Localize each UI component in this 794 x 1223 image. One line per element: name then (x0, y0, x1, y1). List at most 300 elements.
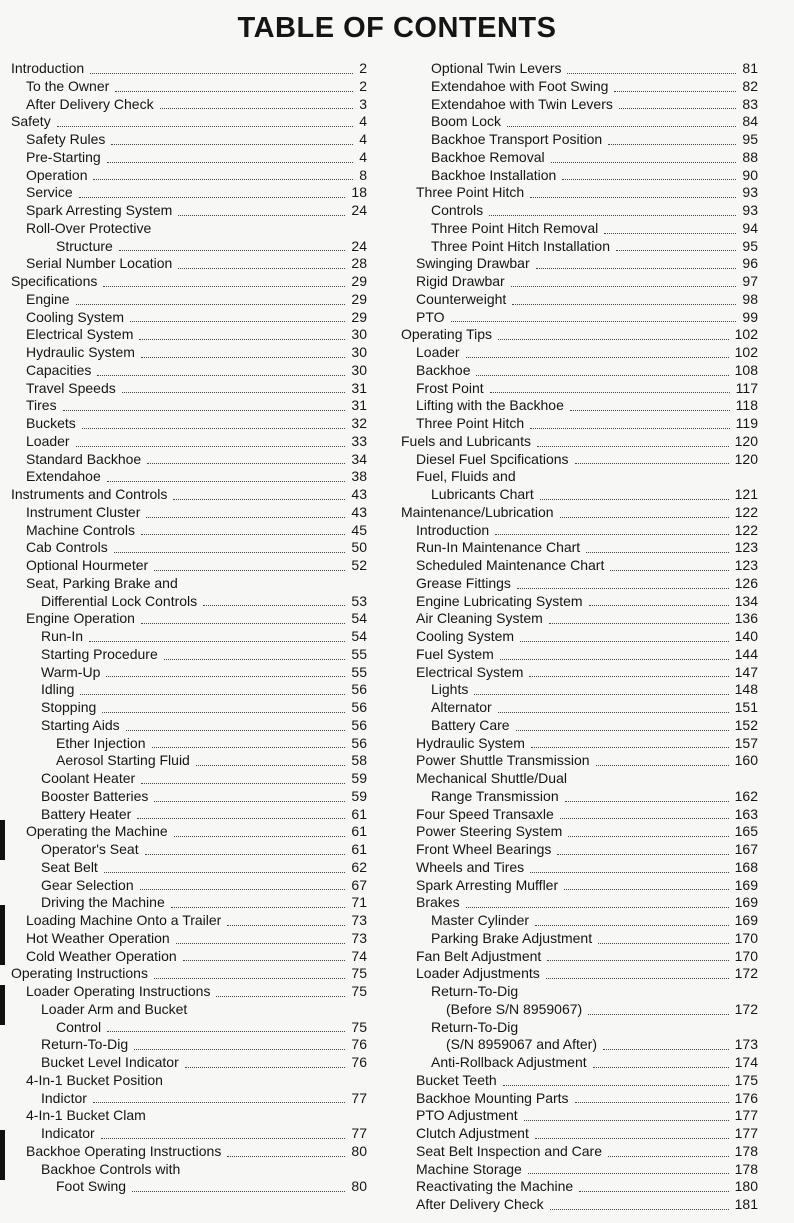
toc-entry[interactable] (401, 788, 758, 806)
toc-entry-label: Safety Rules (26, 131, 106, 147)
toc-entry-page-number: 4 (359, 148, 367, 165)
dot-leader (178, 268, 345, 269)
toc-entry[interactable] (11, 96, 367, 114)
toc-entry-page-number: 123 (734, 557, 758, 573)
toc-entry-page-number: 177 (734, 1107, 758, 1124)
dot-leader (498, 712, 729, 713)
dot-leader (93, 1102, 345, 1103)
toc-entry[interactable] (11, 912, 367, 930)
toc-entry[interactable] (401, 1107, 758, 1125)
toc-entry-label: Scheduled Maintenance Chart (416, 557, 605, 573)
toc-entry-page-number: 76 (351, 1036, 367, 1053)
dot-leader (614, 91, 736, 92)
toc-entry-label: Cooling System (26, 308, 125, 325)
dot-leader (529, 676, 729, 677)
toc-entry-label: Optional Hourmeter (26, 557, 149, 573)
toc-entry-label: To the Owner (26, 77, 110, 94)
toc-entry[interactable] (11, 983, 367, 1001)
dot-leader (141, 534, 345, 535)
toc-entry[interactable] (401, 752, 758, 770)
toc-entry-page-number: 18 (351, 184, 367, 201)
toc-entry-label: Controls (431, 202, 484, 218)
toc-entry[interactable] (11, 380, 367, 398)
toc-entry-label: Backhoe Removal (431, 148, 545, 165)
toc-entry[interactable] (401, 575, 758, 593)
toc-entry-label: Lights (431, 681, 469, 698)
toc-entry[interactable] (11, 291, 367, 309)
toc-entry[interactable] (401, 1125, 758, 1143)
toc-entry[interactable] (11, 504, 367, 522)
dot-leader (174, 836, 345, 837)
toc-entry-page-number: 24 (351, 237, 367, 254)
dot-leader (76, 304, 345, 305)
toc-entry[interactable] (401, 628, 758, 646)
toc-entry[interactable] (401, 202, 758, 220)
dot-leader (126, 730, 345, 731)
toc-entry[interactable] (401, 770, 758, 788)
toc-entry-page-number: 120 (734, 432, 758, 449)
dot-leader (575, 463, 729, 464)
toc-entry-label: PTO Adjustment (416, 1107, 518, 1124)
toc-entry[interactable] (401, 255, 758, 273)
toc-entry-label: Roll-Over Protective (26, 219, 152, 236)
toc-entry[interactable] (401, 1196, 758, 1214)
toc-entry-label: Rigid Drawbar (416, 273, 505, 289)
toc-entry[interactable] (401, 326, 758, 344)
toc-entry-label: Operating Instructions (11, 965, 148, 982)
toc-entry-label: Loader Arm and Bucket (41, 1000, 188, 1017)
dot-leader (146, 517, 345, 518)
toc-entry[interactable] (11, 841, 367, 859)
toc-entry[interactable] (11, 486, 367, 504)
toc-entry-label: Air Cleaning System (416, 610, 543, 627)
toc-entry-page-number: 80 (351, 1178, 367, 1195)
dot-leader (536, 268, 736, 269)
toc-entry[interactable] (11, 539, 367, 557)
toc-entry[interactable] (11, 255, 367, 273)
dot-leader (528, 1173, 729, 1174)
toc-entry-page-number: 121 (734, 486, 758, 502)
dot-leader (164, 659, 345, 660)
toc-entry-page-number: 43 (351, 503, 367, 520)
toc-entry[interactable] (11, 1001, 367, 1019)
toc-entry[interactable] (401, 735, 758, 753)
toc-entry[interactable] (11, 78, 367, 96)
dot-leader (115, 91, 353, 92)
toc-entry-label: Three Point Hitch Installation (431, 237, 610, 254)
toc-entry-page-number: 168 (734, 858, 758, 875)
dot-leader (564, 889, 729, 890)
toc-entry-page-number: 162 (734, 787, 758, 804)
toc-entry[interactable] (11, 433, 367, 451)
toc-entry-label: Starting Procedure (41, 645, 158, 662)
toc-entry[interactable] (401, 344, 758, 362)
toc-entry[interactable] (401, 1178, 758, 1196)
toc-entry-label: Loader Operating Instructions (26, 983, 211, 999)
toc-entry-label: Parking Brake Adjustment (431, 929, 593, 946)
toc-entry[interactable] (11, 752, 367, 770)
toc-entry[interactable] (11, 167, 367, 185)
dot-leader (535, 1138, 729, 1139)
toc-entry-label: Structure (56, 237, 113, 254)
toc-entry[interactable] (401, 1161, 758, 1179)
toc-entry-page-number: 134 (734, 592, 758, 609)
toc-entry[interactable] (11, 149, 367, 167)
toc-entry[interactable] (11, 699, 367, 717)
toc-entry[interactable] (11, 948, 367, 966)
toc-entry[interactable] (401, 806, 758, 824)
dot-leader (122, 392, 345, 393)
dot-leader (134, 1049, 345, 1050)
toc-entry[interactable] (401, 948, 758, 966)
toc-entry[interactable] (11, 397, 367, 415)
toc-entry[interactable] (401, 78, 758, 96)
toc-entry-page-number: 172 (734, 965, 758, 982)
toc-entry[interactable] (11, 113, 367, 131)
dot-leader (549, 623, 729, 624)
toc-entry[interactable] (401, 468, 758, 486)
dot-leader (616, 250, 736, 251)
toc-entry-label: Backhoe Controls with (41, 1160, 181, 1177)
toc-entry-page-number: 160 (734, 752, 758, 769)
toc-entry-label: Loader (26, 432, 70, 449)
toc-entry[interactable] (401, 96, 758, 114)
toc-entry[interactable] (11, 202, 367, 220)
toc-entry[interactable] (11, 894, 367, 912)
toc-entry[interactable] (11, 1036, 367, 1054)
toc-entry[interactable] (401, 504, 758, 522)
toc-entry[interactable] (11, 664, 367, 682)
toc-entry-page-number: 108 (734, 361, 758, 378)
toc-entry-page-number: 4 (359, 131, 367, 147)
toc-entry[interactable] (11, 1072, 367, 1090)
dot-leader (507, 126, 736, 127)
toc-entry-page-number: 83 (742, 95, 758, 112)
toc-entry[interactable] (11, 1161, 367, 1179)
toc-entry-page-number: 169 (734, 876, 758, 893)
toc-entry[interactable] (401, 912, 758, 930)
toc-entry-label: Battery Care (431, 716, 510, 733)
toc-entry-label: Seat, Parking Brake and (26, 574, 178, 591)
toc-entry[interactable] (11, 362, 367, 380)
toc-entry[interactable] (11, 468, 367, 486)
dot-leader (530, 872, 729, 873)
toc-entry-page-number: 136 (734, 610, 758, 627)
toc-entry-page-number: 151 (734, 699, 758, 715)
toc-entry-label: Operating the Machine (26, 823, 168, 840)
toc-entry-page-number: 56 (351, 699, 367, 715)
toc-entry-page-number: 88 (742, 148, 758, 165)
toc-entry-page-number: 180 (734, 1178, 758, 1195)
toc-entry[interactable] (11, 930, 367, 948)
toc-entry-label: 4-In-1 Bucket Clam (26, 1107, 146, 1124)
toc-entry[interactable] (11, 628, 367, 646)
toc-entry-page-number: 74 (351, 947, 367, 964)
toc-entry[interactable] (401, 167, 758, 185)
toc-entry-page-number: 2 (359, 60, 367, 76)
dot-leader (603, 1049, 729, 1050)
dot-leader (216, 996, 345, 997)
toc-entry-label: After Delivery Check (26, 95, 154, 112)
toc-entry[interactable] (11, 965, 367, 983)
toc-entry[interactable] (11, 273, 367, 291)
toc-entry-label: Introduction (416, 521, 490, 538)
toc-entry[interactable] (11, 877, 367, 895)
dot-leader (79, 197, 345, 198)
toc-entry[interactable] (11, 1019, 367, 1037)
toc-entry[interactable] (401, 131, 758, 149)
dot-leader (560, 818, 729, 819)
toc-entry-page-number: 77 (351, 1125, 367, 1141)
toc-entry[interactable] (401, 380, 758, 398)
dot-leader (154, 978, 345, 979)
dot-leader (154, 801, 345, 802)
dot-leader (160, 108, 353, 109)
dot-leader (498, 339, 729, 340)
toc-entry-page-number: 176 (734, 1089, 758, 1106)
toc-entry[interactable] (11, 60, 367, 78)
toc-entry-page-number: 76 (351, 1054, 367, 1070)
toc-entry[interactable] (401, 397, 758, 415)
dot-leader (562, 179, 736, 180)
toc-entry-label: Serial Number Location (26, 255, 173, 272)
toc-entry-label: Extendahoe (26, 468, 101, 485)
toc-entry-label: Cooling System (416, 628, 515, 644)
toc-entry[interactable] (11, 681, 367, 699)
toc-entry[interactable] (401, 273, 758, 291)
toc-entry-label: Electrical System (26, 326, 134, 343)
toc-entry[interactable] (401, 451, 758, 469)
toc-entry[interactable] (401, 433, 758, 451)
toc-entry[interactable] (401, 309, 758, 327)
toc-entry[interactable] (401, 841, 758, 859)
toc-entry[interactable] (401, 362, 758, 380)
toc-entry-label: Idling (41, 681, 75, 698)
dot-leader (503, 1085, 729, 1086)
toc-entry-page-number: 93 (742, 202, 758, 218)
toc-entry-label: Optional Twin Levers (431, 60, 562, 76)
toc-entry[interactable] (11, 344, 367, 362)
toc-entry[interactable] (11, 610, 367, 628)
toc-entry-label: (Before S/N 8959067) (446, 1000, 583, 1017)
toc-entry[interactable] (401, 610, 758, 628)
toc-entry-page-number: 177 (734, 1125, 758, 1141)
toc-entry[interactable] (11, 309, 367, 327)
toc-entry-label: Battery Heater (41, 805, 132, 822)
toc-entry[interactable] (11, 859, 367, 877)
toc-entry-page-number: 75 (351, 965, 367, 982)
toc-entry-label: Power Shuttle Transmission (416, 752, 590, 769)
toc-entry-page-number: 45 (351, 521, 367, 538)
dot-leader (608, 144, 736, 145)
toc-entry-label: Fan Belt Adjustment (416, 947, 542, 964)
toc-entry[interactable] (401, 699, 758, 717)
dot-leader (63, 410, 345, 411)
dot-leader (141, 623, 345, 624)
dot-leader (619, 108, 736, 109)
toc-entry-label: Indictor (41, 1089, 87, 1106)
toc-entry-page-number: 122 (734, 503, 758, 520)
toc-entry-label: Alternator (431, 699, 492, 715)
toc-entry[interactable] (11, 415, 367, 433)
toc-entry-label: Backhoe Installation (431, 166, 557, 183)
dot-leader (547, 960, 729, 961)
toc-entry[interactable] (401, 291, 758, 309)
toc-entry-page-number: 84 (742, 113, 758, 130)
dot-leader (530, 428, 730, 429)
toc-entry[interactable] (11, 1107, 367, 1125)
toc-entry[interactable] (11, 788, 367, 806)
dot-leader (512, 304, 736, 305)
toc-entry-label: Counterweight (416, 290, 507, 307)
toc-entry-label: Lubricants Chart (431, 486, 534, 502)
toc-entry-label: Frost Point (416, 379, 484, 396)
toc-entry-label: Return-To-Dig (431, 983, 519, 999)
dot-leader (593, 1067, 729, 1068)
toc-entry[interactable] (401, 1072, 758, 1090)
toc-entry[interactable] (401, 1143, 758, 1161)
toc-entry[interactable] (401, 894, 758, 912)
toc-entry[interactable] (11, 1090, 367, 1108)
toc-entry-label: Seat Belt (41, 858, 98, 875)
toc-entry[interactable] (11, 1178, 367, 1196)
toc-entry-page-number: 75 (351, 983, 367, 999)
toc-entry[interactable] (401, 60, 758, 78)
toc-entry[interactable] (401, 593, 758, 611)
toc-entry[interactable] (11, 735, 367, 753)
toc-entry[interactable] (401, 1001, 758, 1019)
toc-entry[interactable] (401, 681, 758, 699)
toc-entry-page-number: 99 (742, 308, 758, 325)
toc-entry[interactable] (11, 1054, 367, 1072)
toc-entry-label: Operating Tips (401, 326, 493, 343)
dot-leader (57, 126, 353, 127)
dot-leader (575, 1102, 729, 1103)
dot-leader (139, 339, 345, 340)
toc-entry[interactable] (11, 646, 367, 664)
toc-entry[interactable] (401, 823, 758, 841)
toc-entry[interactable] (11, 717, 367, 735)
toc-entry-page-number: 61 (351, 805, 367, 822)
toc-entry-page-number: 102 (734, 344, 758, 360)
toc-entry-page-number: 169 (734, 912, 758, 928)
dot-leader (511, 286, 736, 287)
toc-entry[interactable] (401, 522, 758, 540)
toc-entry-label: Hot Weather Operation (26, 929, 170, 946)
dot-leader (570, 410, 730, 411)
toc-entry[interactable] (401, 220, 758, 238)
toc-entry-label: Fuel System (416, 645, 494, 662)
dot-leader (107, 162, 353, 163)
dot-leader (604, 233, 736, 234)
dot-leader (531, 747, 729, 748)
toc-entry[interactable] (11, 220, 367, 238)
page-title: TABLE OF CONTENTS (237, 12, 557, 44)
toc-entry-label: Mechanical Shuttle/Dual (416, 770, 567, 786)
toc-entry[interactable] (11, 823, 367, 841)
dot-leader (171, 907, 345, 908)
toc-entry-label: Capacities (26, 361, 92, 378)
toc-entry[interactable] (11, 575, 367, 593)
toc-entry-page-number: 61 (351, 841, 367, 857)
toc-entry[interactable] (11, 806, 367, 824)
toc-entry[interactable] (11, 451, 367, 469)
toc-entry[interactable] (401, 113, 758, 131)
toc-entry-label: Machine Storage (416, 1160, 522, 1177)
dot-leader (579, 1191, 729, 1192)
dot-leader (596, 765, 729, 766)
toc-entry[interactable] (11, 1125, 367, 1143)
toc-entry-page-number: 175 (734, 1071, 758, 1088)
toc-entry-label: Hydraulic System (26, 344, 135, 360)
toc-entry[interactable] (401, 930, 758, 948)
toc-entry[interactable] (11, 238, 367, 256)
toc-entry[interactable] (401, 1036, 758, 1054)
toc-entry-label: Safety (11, 113, 51, 130)
toc-entry[interactable] (401, 486, 758, 504)
dot-leader (495, 534, 729, 535)
dot-leader (490, 392, 730, 393)
toc-entry[interactable] (401, 717, 758, 735)
toc-entry[interactable] (11, 1143, 367, 1161)
toc-entry-label: Swinging Drawbar (416, 255, 530, 272)
toc-entry[interactable] (401, 149, 758, 167)
toc-entry-label: Master Cylinder (431, 912, 530, 928)
toc-entry[interactable] (401, 539, 758, 557)
toc-entry-page-number: 56 (351, 681, 367, 698)
toc-entry-page-number: 71 (351, 894, 367, 911)
toc-entry[interactable] (401, 1054, 758, 1072)
dot-leader (90, 73, 353, 74)
toc-entry[interactable] (401, 983, 758, 1001)
toc-entry-label: Spark Arresting System (26, 202, 173, 218)
toc-entry-page-number: 67 (351, 876, 367, 893)
toc-entry[interactable] (11, 770, 367, 788)
toc-entry-page-number: 93 (742, 184, 758, 201)
toc-entry[interactable] (401, 965, 758, 983)
dot-leader (82, 428, 345, 429)
toc-entry[interactable] (11, 557, 367, 575)
toc-entry-label: Starting Aids (41, 716, 120, 733)
dot-leader (537, 446, 729, 447)
toc-entry[interactable] (11, 522, 367, 540)
toc-entry-label: Coolant Heater (41, 770, 136, 786)
dot-leader (610, 570, 729, 571)
toc-entry-page-number: 152 (734, 716, 758, 733)
toc-entry-page-number: 174 (734, 1054, 758, 1070)
toc-entry[interactable] (11, 131, 367, 149)
toc-entry[interactable] (401, 238, 758, 256)
toc-entry-page-number: 122 (734, 521, 758, 538)
toc-entry[interactable] (11, 184, 367, 202)
toc-entry[interactable] (401, 877, 758, 895)
toc-entry[interactable] (401, 415, 758, 433)
toc-entry[interactable] (401, 557, 758, 575)
toc-entry[interactable] (401, 859, 758, 877)
toc-entry-label: Brakes (416, 894, 460, 911)
toc-entry[interactable] (11, 593, 367, 611)
dot-leader (567, 73, 736, 74)
toc-entry[interactable] (401, 646, 758, 664)
dot-leader (130, 321, 345, 322)
toc-entry[interactable] (11, 326, 367, 344)
toc-entry[interactable] (401, 184, 758, 202)
toc-entry-label: Run-In (41, 628, 84, 644)
toc-entry[interactable] (401, 1019, 758, 1037)
toc-entry[interactable] (401, 664, 758, 682)
toc-entry[interactable] (401, 1090, 758, 1108)
toc-entry-label: Front Wheel Bearings (416, 841, 552, 857)
